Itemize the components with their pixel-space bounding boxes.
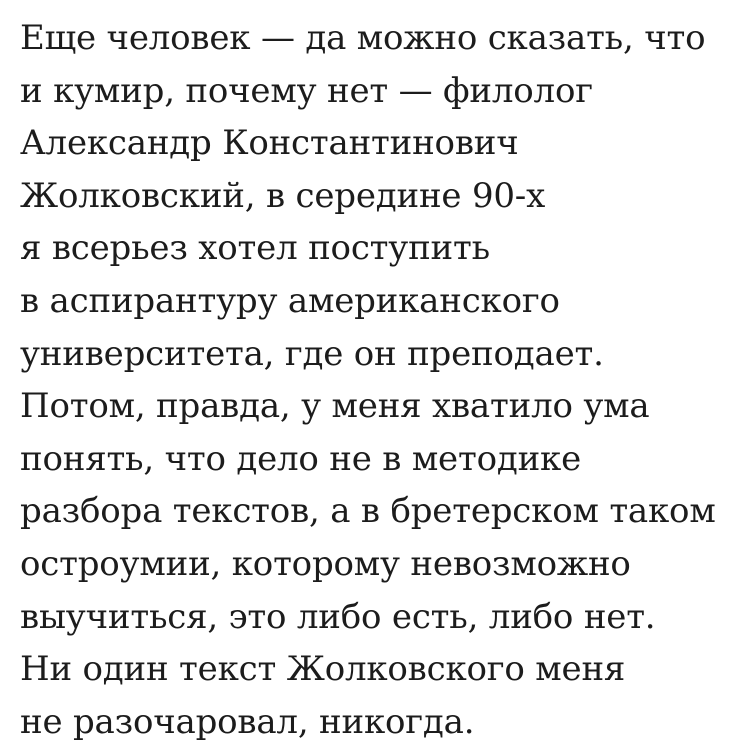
text-line-5: я всерьез хотел поступить <box>20 228 490 269</box>
text-line-7: университета, где он преподает. <box>20 333 604 374</box>
body-paragraph <box>20 12 740 748</box>
text-line-6: в аспирантуру американского <box>20 280 560 321</box>
text-line-14: не разочаровал, никогда. <box>20 701 475 742</box>
text-line-3: Александр Константинович <box>20 123 519 164</box>
text-line-8: Потом, правда, у меня хватило ума <box>20 386 650 427</box>
text-line-9: понять, что дело не в методике <box>20 438 582 479</box>
document-page <box>20 12 740 748</box>
text-line-11: остроумии, которому невозможно <box>20 543 631 584</box>
text-line-2: и кумир, почему нет — филолог <box>20 70 593 111</box>
text-line-13: Ни один текст Жолковского меня <box>20 649 626 690</box>
text-line-1: Еще человек — да можно сказать, что <box>20 18 706 58</box>
text-line-10: разбора текстов, а в бретерском таком <box>20 491 716 532</box>
text-line-12: выучиться, это либо есть, либо нет. <box>20 596 656 637</box>
text-line-4: Жолковский, в середине 90-х <box>20 175 546 216</box>
